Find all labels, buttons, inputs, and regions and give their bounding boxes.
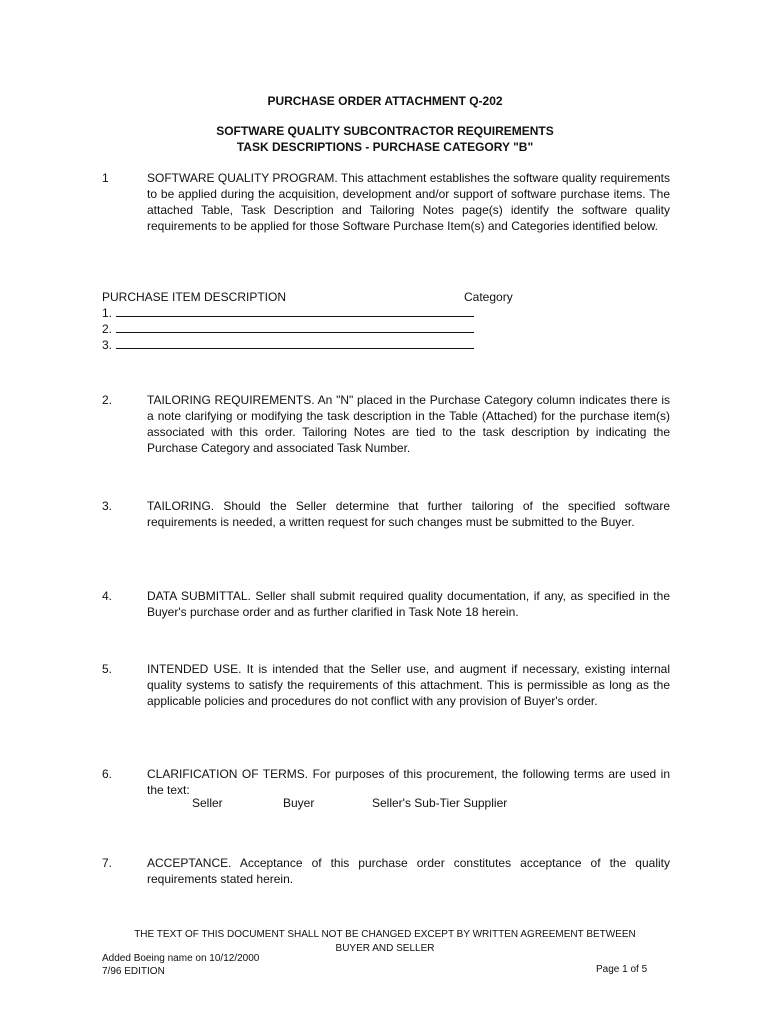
section-text: CLARIFICATION OF TERMS. For purposes of this procurement, the following terms are used in the text: [147,767,670,797]
section-text: SOFTWARE QUALITY PROGRAM. This attachment establishes the software quality requirements to be applied during the acquisition, development and/or support of software purchase items. The attached Table, Task Description and Tailoring Notes page(s) identify the software quality requirements to be applied for those Software Purchase Item(s) and Categories identified below. [147,171,670,233]
purchase-item-header: PURCHASE ITEM DESCRIPTION [102,290,287,304]
section-text: INTENDED USE. It is intended that the Seller use, and augment if necessary, existing internal quality systems to satisfy the requirements of this attachment. This is permissible as long as the applicable policies and procedures do not conflict with any provision of Buyer's order. [147,662,670,708]
section-number: 2. [102,393,113,407]
section-text: TAILORING REQUIREMENTS. An "N" placed in the Purchase Category column indicates there is a note clarifying or modifying the task description in the Table (Attached) for the purchase item(s) associated with this order. Tailoring Notes are tied to the task description by indicating the Purchase Category and associated Task Number. [147,393,670,455]
footer-notice-line2: BUYER AND SELLER [335,943,435,954]
purchase-item-line[interactable]: 2. [102,321,522,337]
category-header: Category [464,290,513,304]
term-seller: Seller [192,796,223,810]
section-number: 7. [102,856,113,870]
revision-note: Added Boeing name on 10/12/2000 [102,953,260,964]
term-buyer: Buyer [283,796,315,810]
purchase-item-list [102,289,522,353]
document-title: PURCHASE ORDER ATTACHMENT Q-202 [267,94,503,108]
edition-label: 7/96 EDITION [102,966,165,977]
section-number: 1 [102,171,109,185]
term-sub-tier-supplier: Seller's Sub-Tier Supplier [372,796,508,810]
section-text: DATA SUBMITTAL. Seller shall submit required quality documentation, if any, as specified in the Buyer's purchase order and as further clarified in Task Note 18 herein. [147,589,670,619]
document-subtitle: SOFTWARE QUALITY SUBCONTRACTOR REQUIREMENTS [216,124,554,138]
section-number: 5. [102,662,113,676]
section-text: TAILORING. Should the Seller determine that further tailoring of the specified software requirements is needed, a written request for such changes must be submitted to the Buyer. [147,499,670,529]
document-subtitle-category: TASK DESCRIPTIONS - PURCHASE CATEGORY "B" [236,140,534,154]
section-text: ACCEPTANCE. Acceptance of this purchase order constitutes acceptance of the quality requirements stated herein. [147,856,670,886]
section-number: 6. [102,767,113,781]
footer-notice: THE TEXT OF THIS DOCUMENT SHALL NOT BE CHANGED EXCEPT BY WRITTEN AGREEMENT BETWEEN [134,929,636,940]
section-number: 3. [102,499,113,513]
purchase-item-line[interactable]: 3. [102,337,522,353]
section-number: 4. [102,589,113,603]
purchase-item-line[interactable]: 1. [102,305,522,321]
page-number: Page 1 of 5 [596,964,648,975]
